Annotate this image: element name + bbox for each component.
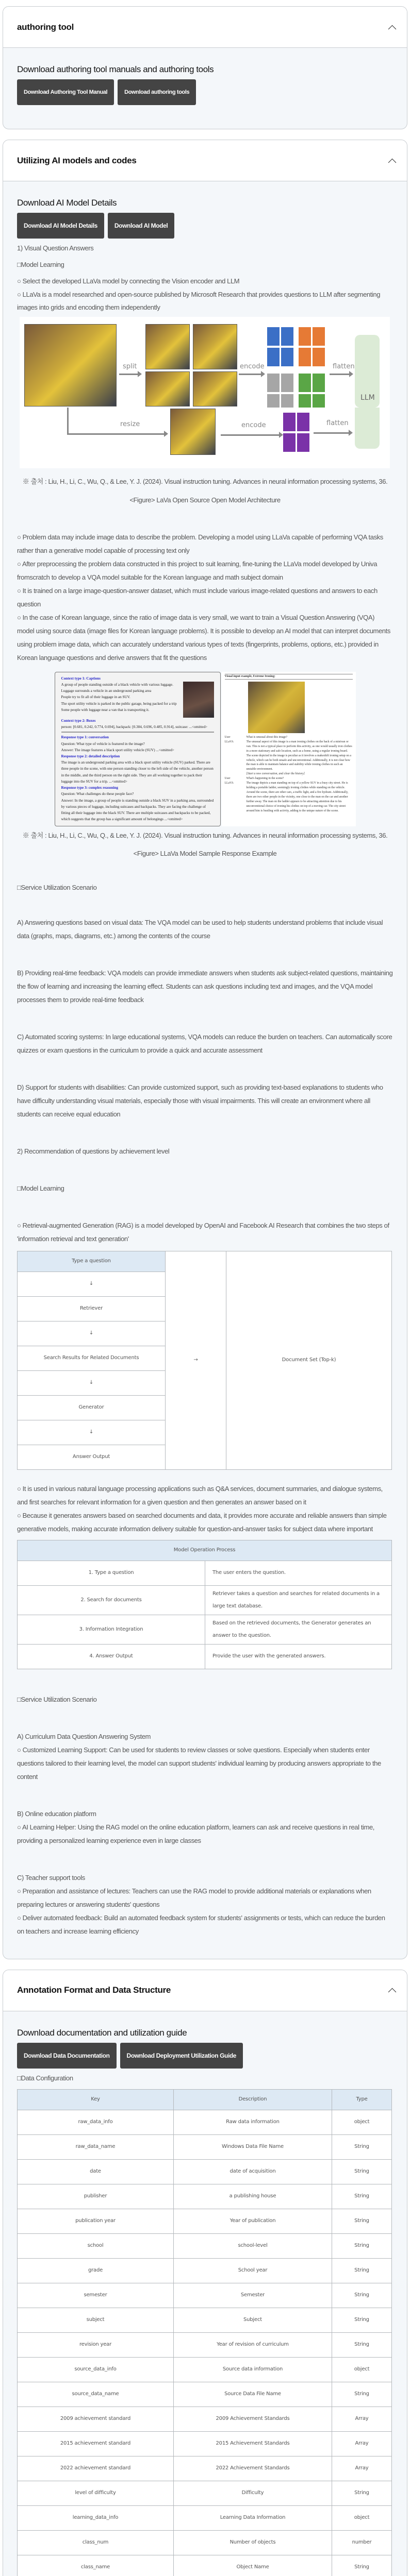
user-question: What is unusual about this image?	[246, 735, 288, 739]
type-cell: String	[332, 2382, 392, 2406]
type-cell: String	[332, 2481, 392, 2505]
encode-label: encode	[241, 421, 266, 430]
token-block-gray	[281, 374, 293, 392]
key-cell: source_data_info	[18, 2357, 174, 2382]
llava-answer: The unusual aspect of this image is a man ironing clothes on the back of a minivan or van. This is not a typical place to perform this activity, as one would usually iron clothes in a more stationary and safe location, such as a home, using a regular ironing board. The scene depicted in the image is peculiar as it involves a makeshift ironing setup on a vehicle, which can be both unsafe and unconventional. Additionally, it is not clear how the man is able to maintain balance and stability while ironing clothes in such an unstable environment.	[246, 740, 352, 771]
key-cell: raw_data_info	[18, 2110, 174, 2134]
token-block-orange	[299, 348, 311, 366]
token-block-blue	[281, 348, 293, 366]
token-block-green	[313, 394, 325, 408]
llava-label: LLaVA	[224, 740, 234, 743]
table-header: Model Operation Process	[18, 1540, 392, 1561]
table-row	[18, 2332, 392, 2357]
token-block-purple	[297, 433, 309, 452]
description-cell: Raw data information	[174, 2110, 332, 2134]
split-arrow-icon	[119, 374, 139, 375]
llm-block	[355, 335, 380, 408]
flatten-label: flatten	[333, 363, 355, 371]
table-row	[18, 2555, 392, 2576]
table-row	[18, 2159, 392, 2184]
data-configuration-heading: □Data Configuration	[17, 2074, 73, 2082]
scenario-title: A) Curriculum Data Question Answering System	[17, 1732, 151, 1740]
flow-step: Type a question	[18, 1251, 166, 1272]
encode-arrow-icon	[239, 374, 262, 375]
vqa-scenario: A) Answering questions based on visual data: The VQA model can be used to help students understand problems that include visual data (graphs, maps, diagrams, etc.) among the contents of the course	[17, 918, 383, 940]
table-row	[18, 2134, 392, 2159]
token-block-gray	[267, 394, 280, 408]
response-type-1-text: Question: What type of vehicle is featured in the image? Answer: The image features a black sport utility vehicle (SUV) ...<omitted>	[61, 741, 174, 752]
description-cell: 2009 Achievement Standards	[174, 2406, 332, 2431]
caption-line: Some people with luggage near a van that is transporting it.	[61, 707, 150, 712]
flow-arrow-down: ↓	[18, 1420, 166, 1445]
token-block-orange	[299, 327, 311, 346]
download-authoring-tools-button[interactable]: Download authoring tools	[118, 79, 196, 105]
rag-heading: 2) Recommendation of questions by achievement level	[17, 1147, 170, 1155]
token-block-gray	[281, 394, 293, 408]
type-cell: Array	[332, 2431, 392, 2456]
key-cell: date	[18, 2159, 174, 2184]
download-data-documentation-button[interactable]: Download Data Documentation	[17, 2043, 117, 2069]
table-row	[18, 2233, 392, 2258]
scenario-heading: □Service Utilization Scenario	[17, 1695, 97, 1703]
type-cell: String	[332, 2209, 392, 2233]
description-cell: Learning Data Information	[174, 2505, 332, 2530]
resize-line	[67, 408, 69, 434]
response-type-2-text: The image is an underground parking area with a black sport utility vehicle (SUV) parked. There are three people in the scene, with one person standing closer to the left side of the vehicle, another person in the middle, and the third person on the right side. They are all working together to pack their luggage into the SUV for a trip. ...<omitted>	[61, 760, 214, 784]
key-cell: subject	[18, 2308, 174, 2332]
description-cell: Year of revision of curriculum	[174, 2332, 332, 2357]
key-cell: class_name	[18, 2555, 174, 2576]
figure-caption: <Figure> LLaVa Model Sample Response Example	[133, 849, 277, 857]
table-row	[18, 2209, 392, 2233]
vqa-heading: 1) Visual Question Answers	[17, 244, 94, 252]
flatten-arrow-icon	[314, 432, 350, 434]
rag-point: ○ It is used in various natural language processing applications such as Q&A services, document summaries, and dialogue systems, and first searches for relevant information for a given question and then generates an answer based on it	[17, 1484, 383, 1506]
llm-block	[355, 408, 380, 449]
type-cell: object	[332, 2505, 392, 2530]
response-type-3-title: Response type 3: complex reasoning	[61, 786, 118, 790]
annotation-header[interactable]	[3, 1970, 407, 2011]
response-type-1-title: Response type 1: conversation	[61, 735, 109, 740]
description-cell: 2015 Achievement Standards	[174, 2431, 332, 2456]
encode-label: encode	[240, 363, 265, 371]
key-cell: revision year	[18, 2332, 174, 2357]
authoring-tool-panel	[3, 6, 407, 129]
table-row	[18, 2357, 392, 2382]
type-cell: String	[332, 2258, 392, 2283]
model-learning-heading: □Model Learning	[17, 1184, 64, 1192]
description-cell: Windows Data File Name	[174, 2134, 332, 2159]
rag-flow-table	[17, 1251, 392, 1470]
vqa-scenario: C) Automated scoring systems: In large educational systems, VQA models can reduce the burden on teachers. Can automatically score quizzes or exam questions in the curriculum to provide a quick and accurate assessment	[17, 1032, 392, 1054]
llava-sample-response-figure	[55, 672, 356, 826]
annotation-panel	[3, 1970, 407, 2576]
column-header: Key	[18, 2089, 174, 2110]
key-cell: school	[18, 2233, 174, 2258]
token-block-green	[299, 394, 311, 408]
description-cell: Object Name	[174, 2555, 332, 2576]
grid-tile-2	[193, 324, 237, 369]
chevron-up-icon[interactable]	[388, 157, 396, 164]
flow-step: Generator	[18, 1395, 166, 1420]
context-type-1-title: Context type 1: Captions	[61, 676, 101, 681]
scenario-title: B) Online education platform	[17, 1809, 96, 1818]
vqa-scenario: B) Providing real-time feedback: VQA models can provide immediate answers when students ask subject-related questions, maintaining the flow of learning and increasing the learning effect. Students can ask questions including text and images, and the VQA model processes them to provide real-time feedback	[17, 969, 393, 1004]
table-row	[18, 2505, 392, 2530]
figure-caption: <Figure> LaVa Open Source Open Model Architecture	[129, 496, 281, 504]
chevron-up-icon[interactable]	[388, 1987, 396, 1994]
download-deployment-guide-button[interactable]: Download Deployment Utilization Guide	[120, 2043, 243, 2069]
description-cell: Source Data File Name	[174, 2382, 332, 2406]
key-cell: 2015 achievement standard	[18, 2431, 174, 2456]
process-row	[18, 1561, 392, 1585]
table-row	[18, 2431, 392, 2456]
key-cell: grade	[18, 2258, 174, 2283]
table-row	[18, 2456, 392, 2481]
caption-line: The sport utility vehicle is parked in the public garage, being packed for a trip	[61, 701, 177, 706]
process-row	[18, 1585, 392, 1615]
download-ai-model-details-button[interactable]: Download AI Model Details	[17, 213, 104, 239]
table-row	[18, 2308, 392, 2332]
resized-photo	[170, 409, 216, 455]
process-step: 2. Search for documents	[18, 1585, 205, 1615]
grid-tile-1	[145, 324, 190, 369]
parking-photo	[183, 682, 214, 718]
table-row	[18, 2382, 392, 2406]
scenario-title: C) Teacher support tools	[17, 1873, 85, 1882]
key-cell: publication year	[18, 2209, 174, 2233]
scenario-item: ○ Customized Learning Support: Can be used for students to review classes or solve questions. Especially when students enter questions tailored to their learning level, the model can support students' individual learning by producing answers appropriate to the content	[17, 1745, 381, 1781]
table-row	[18, 2406, 392, 2431]
flow-step: Search Results for Related Documents	[18, 1346, 166, 1370]
vqa-scenario: D) Support for students with disabilities: Can provide customized support, such as providing text-based explanations to students who have difficulty understanding visual materials, especially those with visual impairments. This will create an environment where all students can receive equal education	[17, 1083, 383, 1118]
section-subtitle: Download authoring tool manuals and authoring tools	[17, 64, 214, 74]
llava-resize-branch	[20, 408, 390, 468]
ai-models-header[interactable]	[3, 140, 407, 181]
description-cell: Number of objects	[174, 2530, 332, 2555]
new-conversation-note: [Start a new conversation, and clear the history]	[246, 772, 305, 776]
description-cell: Subject	[174, 2308, 332, 2332]
grid-tile-4	[193, 371, 237, 406]
token-block-green	[299, 374, 311, 392]
rag-intro: ○ Retrieval-augmented Generation (RAG) is a model developed by OpenAI and Facebook AI Research that combines the two steps of 'information retrieval and text generation'	[17, 1221, 389, 1243]
encode-arrow-icon	[221, 434, 280, 436]
panel-title: Annotation Format and Data Structure	[17, 1985, 171, 1995]
process-description: Retriever takes a question and searches for related documents in a large text database.	[205, 1585, 392, 1615]
document-set: Document Set (Top-k)	[226, 1251, 392, 1469]
section-subtitle: Download AI Model Details	[17, 198, 117, 208]
key-cell: publisher	[18, 2184, 174, 2209]
table-row	[18, 2530, 392, 2555]
process-description: The user enters the question.	[205, 1561, 392, 1585]
table-row	[18, 2258, 392, 2283]
llava-label: LLaVA	[224, 782, 234, 785]
panel-title: authoring tool	[17, 22, 74, 32]
visual-input-title: Visual input example, Extreme Ironing:	[225, 674, 353, 680]
flatten-arrow-icon	[330, 374, 350, 375]
ai-models-panel	[3, 140, 407, 1959]
description-cell: a publishing house	[174, 2184, 332, 2209]
scenario-heading: □Service Utilization Scenario	[17, 883, 97, 891]
panel-title: Utilizing AI models and codes	[17, 155, 137, 165]
flow-arrow-down: ↓	[18, 1321, 166, 1346]
description-cell: Semester	[174, 2283, 332, 2308]
table-row	[18, 2283, 392, 2308]
column-header: Type	[332, 2089, 392, 2110]
type-cell: number	[332, 2530, 392, 2555]
description-cell: School year	[174, 2258, 332, 2283]
key-cell: 2009 achievement standard	[18, 2406, 174, 2431]
token-block-purple	[283, 413, 296, 431]
type-cell: String	[332, 2134, 392, 2159]
caption-line: People try to fit all of their luggage in an SUV.	[61, 695, 130, 700]
response-type-2-title: Response type 2: detailed description	[61, 754, 120, 758]
key-cell: level of difficulty	[18, 2481, 174, 2505]
model-learning-heading: □Model Learning	[17, 261, 64, 269]
type-cell: Array	[332, 2406, 392, 2431]
table-row	[18, 2110, 392, 2134]
description-cell: Year of publication	[174, 2209, 332, 2233]
llm-label: LLM	[360, 394, 375, 402]
resize-label: resize	[120, 420, 140, 429]
type-cell: object	[332, 2357, 392, 2382]
flow-arrow-down: ↓	[18, 1370, 166, 1395]
table-row	[18, 2184, 392, 2209]
scenario-item: ○ AI Learning Helper: Using the RAG model on the online education platform, learners can ask and receive questions in real time, providing a personalized learning experience even in large classes	[17, 1823, 375, 1844]
vqa-point: ○ It is trained on a large image-question-answer dataset, which must include various image-related questions and answers to each question	[17, 586, 378, 608]
section-subtitle: Download documentation and utilization guide	[17, 2027, 187, 2038]
data-configuration-table	[17, 2089, 392, 2576]
grid-tile-3	[145, 371, 190, 406]
token-block-purple	[297, 413, 309, 431]
vqa-intro-1: ○ Select the developed LLaVa model by connecting the Vision encoder and LLM	[17, 277, 240, 285]
flow-arrow: →	[166, 1251, 226, 1469]
token-block-blue	[267, 348, 280, 366]
context-type-2-title: Context type 2: Boxes	[61, 718, 96, 723]
key-cell: source_data_name	[18, 2382, 174, 2406]
description-cell: date of acquisition	[174, 2159, 332, 2184]
token-block-orange	[313, 348, 325, 366]
process-step: 4. Answer Output	[18, 1644, 205, 1669]
type-cell: String	[332, 2283, 392, 2308]
description-cell: Difficulty	[174, 2481, 332, 2505]
key-cell: class_num	[18, 2530, 174, 2555]
rag-point: ○ Because it generates answers based on searched documents and data, it provides more accurate and reliable answers than simple generative models, making accurate information delivery suitable for question-and-answer tasks for subject data where important	[17, 1511, 387, 1533]
process-row	[18, 1615, 392, 1644]
vqa-point: ○ Problem data may include image data to describe the problem. Developing a model using LLaVa capable of performing VQA tasks rather than a generative model capable of processing text only	[17, 533, 383, 554]
key-cell: semester	[18, 2283, 174, 2308]
token-block-blue	[281, 327, 293, 346]
description-cell: Source data information	[174, 2357, 332, 2382]
scenario-item: ○ Preparation and assistance of lectures: Teachers can use the RAG model to provide additional materials or explanations when preparing lectures or answering students' questions	[17, 1887, 371, 1908]
process-step: 1. Type a question	[18, 1561, 205, 1585]
flow-step: Answer Output	[18, 1445, 166, 1469]
type-cell: Array	[332, 2456, 392, 2481]
flatten-label: flatten	[326, 419, 349, 428]
response-type-3-text: Question: What challenges do these people face? Answer: In the image, a group of people is standing outside a black SUV in a parking area, surrounded by various pieces of luggage, including suitcases and backpacks. They are facing the challenge of fitting all their luggage into the black SUV. There are multiple suitcases and backpacks to be packed, which suggests that the group has a significant amount of belongings ...<omitted>	[61, 792, 214, 822]
type-cell: String	[332, 2159, 392, 2184]
process-row	[18, 1644, 392, 1669]
table-row	[18, 2481, 392, 2505]
download-ai-model-button[interactable]: Download AI Model	[108, 213, 174, 239]
scenario-item: ○ Deliver automated feedback: Build an automated feedback system for students' assignments or tests, which can reduce the burden on teachers and increase learning efficiency	[17, 1913, 385, 1935]
boxes-text: person: [0.681, 0.242, 0.774, 0.694], backpack: [0.384, 0.696, 0.485, 0.914], suitcase: ...<omitted>	[61, 725, 208, 730]
process-description: Based on the retrieved documents, the Generator generates an answer to the question.	[205, 1615, 392, 1644]
key-cell: 2022 achievement standard	[18, 2456, 174, 2481]
authoring-tool-header[interactable]	[3, 7, 407, 48]
download-authoring-tool-manual-button[interactable]: Download Authoring Tool Manual	[17, 79, 114, 105]
type-cell: String	[332, 2555, 392, 2576]
llava-architecture-figure	[20, 317, 390, 408]
description-cell: 2022 Achievement Standards	[174, 2456, 332, 2481]
llava-answer: The image depicts a man standing on top of a yellow SUV in a busy city street. He is holding a portable ladder, seemingly ironing clothes while standing on the vehicle. Around the scene, there are other cars, a traffic light, and a fire hydrant. Additionally, there are two other people in the vicinity, one close to the man on the car and another further away. The man on the ladder appears to be attracting attention due to his unconventional choice of ironing his clothes on top of a moving car. The city street around him is bustling with activity, adding to the unique nature of the scene.	[246, 782, 349, 813]
token-block-blue	[267, 327, 280, 346]
figure-source: ※ 출처 : Liu, H., Li, C., Wu, Q., & Lee, Y. J. (2024). Visual instruction tuning. Advances in neural information processing systems, 36.	[22, 478, 388, 486]
caption-line: A group of people standing outside of a black vehicle with various luggage.	[61, 682, 173, 687]
original-photo	[24, 324, 117, 406]
vqa-point: ○ In the case of Korean language, since the ratio of image data is very small, we want to train a Visual Question Answering (VQA) model using source data (image files for Korean language problems). It is possible to develop an AI model that can interpret documents using problem image data, which can accurately understand various types of texts (fingerprints, problems, options, etc.) provided in Korean language questions and derive answers that fit the questions	[17, 613, 390, 662]
type-cell: String	[332, 2184, 392, 2209]
description-cell: school-level	[174, 2233, 332, 2258]
visual-input-example	[222, 672, 356, 826]
figure-source: ※ 출처 : Liu, H., Li, C., Wu, Q., & Lee, Y. J. (2024). Visual instruction tuning. Advances in neural information processing systems, 36.	[22, 831, 388, 839]
type-cell: String	[332, 2308, 392, 2332]
key-cell: learning_data_info	[18, 2505, 174, 2530]
user-label: User	[224, 777, 231, 781]
token-block-green	[313, 374, 325, 392]
vqa-point: ○ After preprocessing the problem data constructed in this project to suit learning, fine-tuning the LLaVa model developed by Univa fromscratch to develop a VQA model suitable for the Korean language and math subject domain	[17, 560, 378, 581]
resize-arrow-icon	[67, 433, 165, 435]
ironing-photo	[248, 682, 305, 733]
token-block-orange	[313, 327, 325, 346]
split-label: split	[123, 363, 137, 371]
flow-step: Retriever	[18, 1296, 166, 1321]
type-cell: String	[332, 2332, 392, 2357]
key-cell: raw_data_name	[18, 2134, 174, 2159]
model-operation-table	[17, 1540, 392, 1669]
context-response-box	[55, 672, 221, 826]
user-question: What's happening in the scene?	[246, 777, 284, 781]
flow-arrow-down: ↓	[18, 1272, 166, 1296]
user-label: User	[224, 735, 231, 739]
vqa-intro-2: ○ LLaVa is a model researched and open-source published by Microsoft Research that provides questions to LLM after segmenting images into grids and encoding them independently	[17, 290, 381, 312]
token-block-purple	[283, 433, 296, 452]
type-cell: String	[332, 2233, 392, 2258]
column-header: Description	[174, 2089, 332, 2110]
token-block-gray	[267, 374, 280, 392]
process-step: 3. Information Integration	[18, 1615, 205, 1644]
type-cell: object	[332, 2110, 392, 2134]
caption-line: Luggage surrounds a vehicle in an underground parking area	[61, 689, 152, 693]
chevron-up-icon[interactable]	[388, 24, 396, 31]
process-description: Provide the user with the generated answers.	[205, 1644, 392, 1669]
